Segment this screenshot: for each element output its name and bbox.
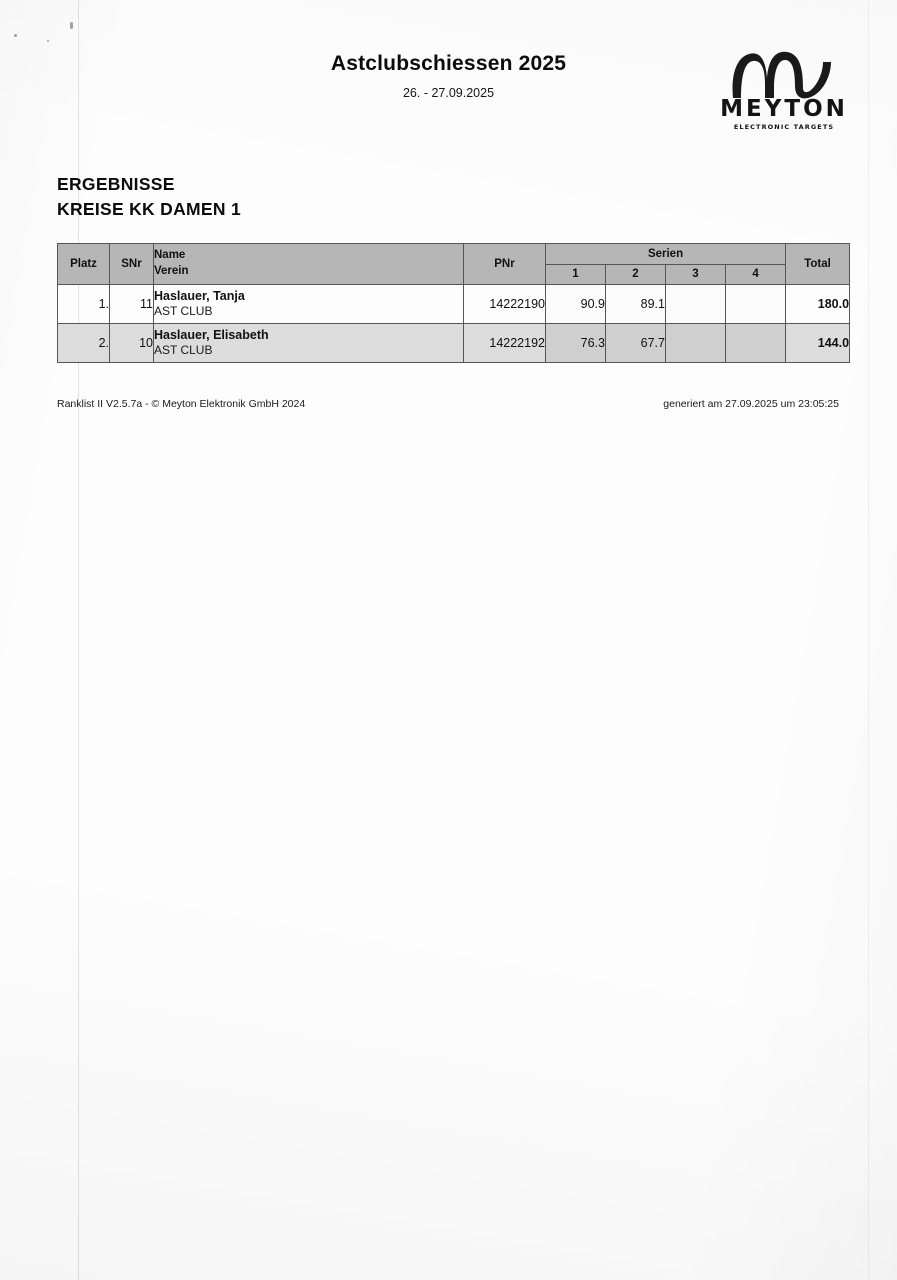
- logo-wordmark: MEYTON: [720, 96, 848, 122]
- cell-platz: 1.: [58, 285, 110, 324]
- cell-athlete-name: Haslauer, Tanja: [154, 288, 245, 303]
- column-header-name-verein: [154, 244, 464, 285]
- cell-total: 144.0: [786, 324, 850, 363]
- table-body: [58, 285, 850, 363]
- cell-serie-2: 89.1: [606, 285, 666, 324]
- cell-serie-3: [666, 285, 726, 324]
- cell-serie-1: 76.3: [546, 324, 606, 363]
- meyton-m-icon: [719, 44, 849, 100]
- cell-name-verein: [154, 285, 464, 324]
- footer-software-credit: Ranklist II V2.5.7a - © Meyton Elektronik GmbH 2024: [57, 398, 306, 410]
- column-header-serien: Serien: [546, 244, 786, 265]
- table-row: [58, 324, 850, 363]
- cell-total: 180.0: [786, 285, 850, 324]
- event-date-range: 26. - 27.09.2025: [402, 86, 495, 100]
- scan-artifact-line: [868, 0, 869, 1280]
- cell-name-verein: [154, 324, 464, 363]
- footer-generated-timestamp: generiert am 27.09.2025 um 23:05:25: [663, 398, 839, 410]
- scan-speck: [14, 34, 17, 37]
- column-header-platz: Platz: [58, 244, 110, 285]
- column-header-total: Total: [786, 244, 850, 285]
- column-header-snr: SNr: [110, 244, 154, 285]
- cell-club-name: AST CLUB: [154, 343, 213, 358]
- meyton-logo: [719, 44, 849, 131]
- column-header-serie-2: 2: [606, 264, 666, 285]
- scan-speck: [47, 40, 49, 42]
- cell-pnr: 14222192: [464, 324, 546, 363]
- cell-serie-4: [726, 285, 786, 324]
- document-footer: [57, 398, 839, 410]
- table-header: [58, 244, 850, 285]
- cell-serie-3: [666, 324, 726, 363]
- cell-snr: 11: [110, 285, 154, 324]
- cell-serie-4: [726, 324, 786, 363]
- table-row: [58, 285, 850, 324]
- logo-tagline: ELECTRONIC TARGETS: [733, 123, 835, 131]
- column-header-serie-3: 3: [666, 264, 726, 285]
- cell-platz: 2.: [58, 324, 110, 363]
- cell-serie-2: 67.7: [606, 324, 666, 363]
- column-header-serie-1: 1: [546, 264, 606, 285]
- cell-serie-1: 90.9: [546, 285, 606, 324]
- column-header-name: Name: [154, 249, 186, 262]
- section-title-line2: KREISE KK DAMEN 1: [57, 199, 242, 220]
- page-title: Astclubschiessen 2025: [330, 52, 567, 75]
- column-header-verein: Verein: [154, 265, 189, 277]
- column-header-pnr: PNr: [464, 244, 546, 285]
- results-table-wrapper: [57, 243, 850, 363]
- cell-athlete-name: Haslauer, Elisabeth: [154, 327, 269, 342]
- cell-pnr: 14222190: [464, 285, 546, 324]
- results-table: [57, 243, 850, 363]
- results-section-heading: [57, 172, 241, 223]
- cell-snr: 10: [110, 324, 154, 363]
- column-header-serie-4: 4: [726, 264, 786, 285]
- scan-speck: [70, 22, 73, 29]
- section-title-line1: ERGEBNISSE: [57, 174, 175, 194]
- cell-club-name: AST CLUB: [154, 304, 213, 319]
